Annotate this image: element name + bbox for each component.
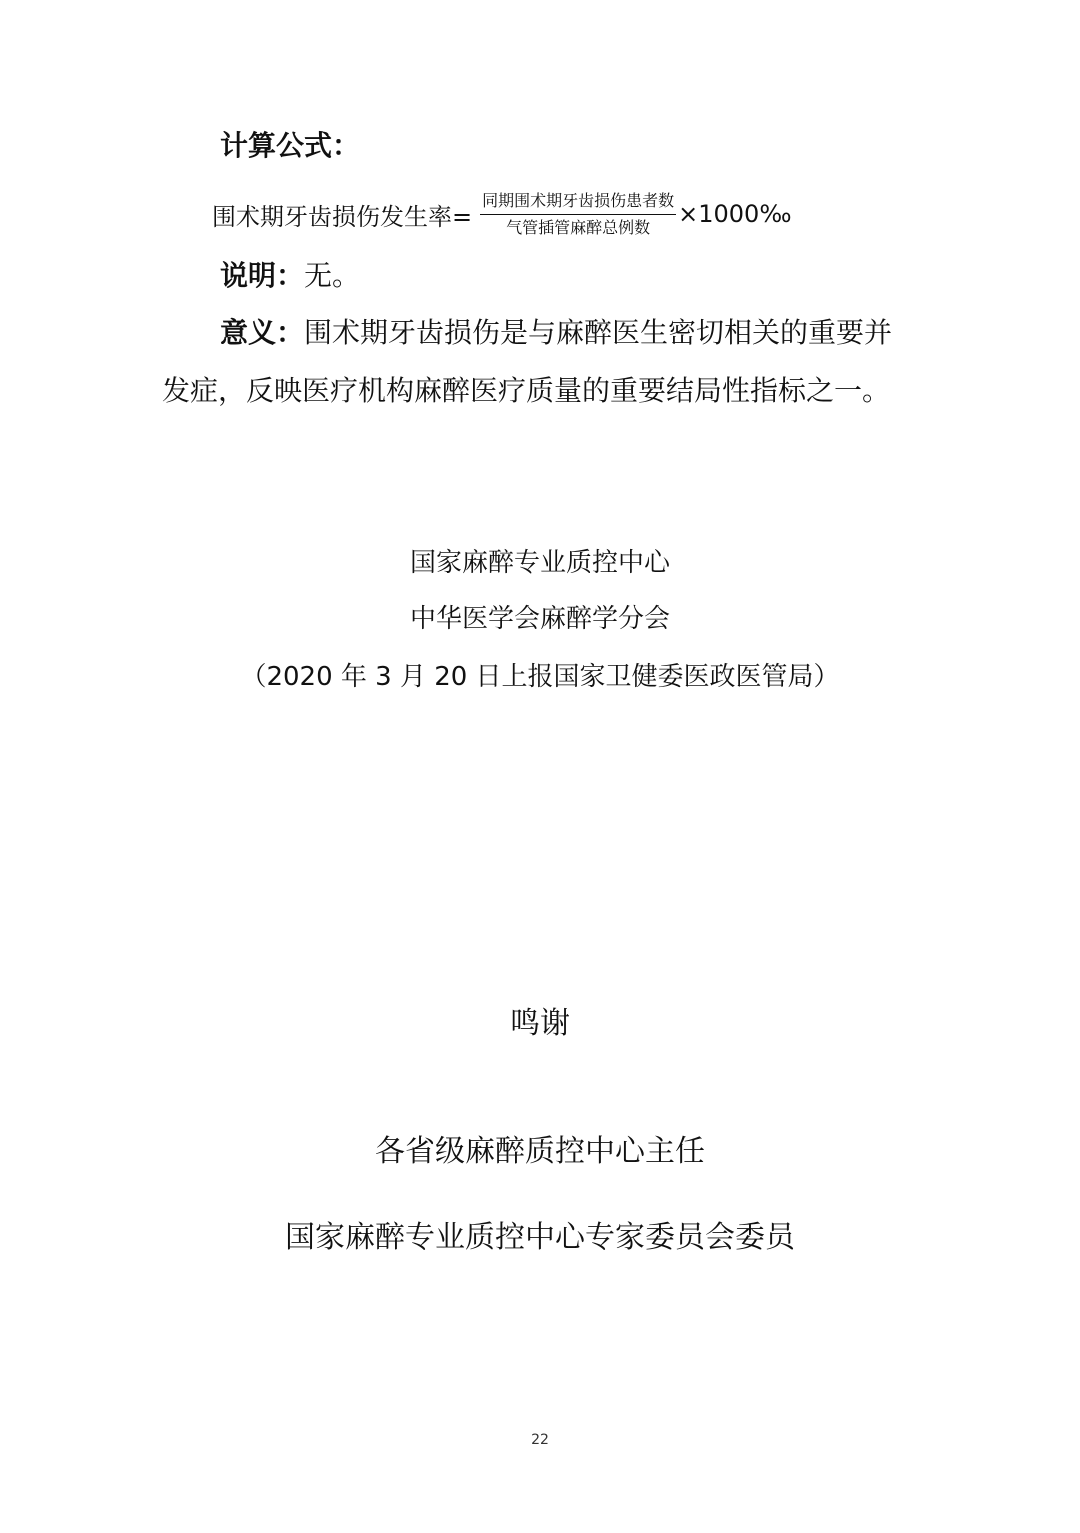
formula-fraction bbox=[480, 190, 676, 239]
significance-text-1: 围术期牙齿损伤是与麻醉医生密切相关的重要并 bbox=[304, 316, 893, 349]
signature-org-2: 中华医学会麻醉学分会 bbox=[409, 604, 670, 634]
formula-multiplier: ×1000‰ bbox=[678, 200, 792, 228]
formula-denominator: 气管插管麻醉总例数 bbox=[506, 217, 651, 237]
note-label: 说明： bbox=[220, 259, 305, 292]
note-text: 无。 bbox=[304, 259, 361, 292]
significance-line-1 bbox=[220, 313, 892, 353]
acknowledgement-line-1: 各省级麻醉质控中心主任 bbox=[375, 1134, 705, 1169]
signature-org-1: 国家麻醉专业质控中心 bbox=[409, 548, 670, 578]
significance-label: 意义： bbox=[220, 316, 305, 349]
formula-heading: 计算公式： bbox=[220, 129, 361, 162]
signature-date-note: （2020 年 3 月 20 日上报国家卫健委医政医管局） bbox=[240, 662, 840, 692]
acknowledgement-title: 鸣谢 bbox=[510, 1006, 570, 1041]
formula-numerator: 同期围术期牙齿损伤患者数 bbox=[480, 190, 676, 215]
page-number: 22 bbox=[531, 1432, 549, 1448]
rate-formula bbox=[212, 186, 792, 242]
acknowledgement-line-2: 国家麻醉专业质控中心专家委员会委员 bbox=[285, 1220, 795, 1255]
significance-line-2: 发症，反映医疗机构麻醉医疗质量的重要结局性指标之一。 bbox=[162, 374, 891, 407]
formula-lhs: 围术期牙齿损伤发生率= bbox=[212, 202, 473, 231]
note-line bbox=[220, 256, 360, 296]
